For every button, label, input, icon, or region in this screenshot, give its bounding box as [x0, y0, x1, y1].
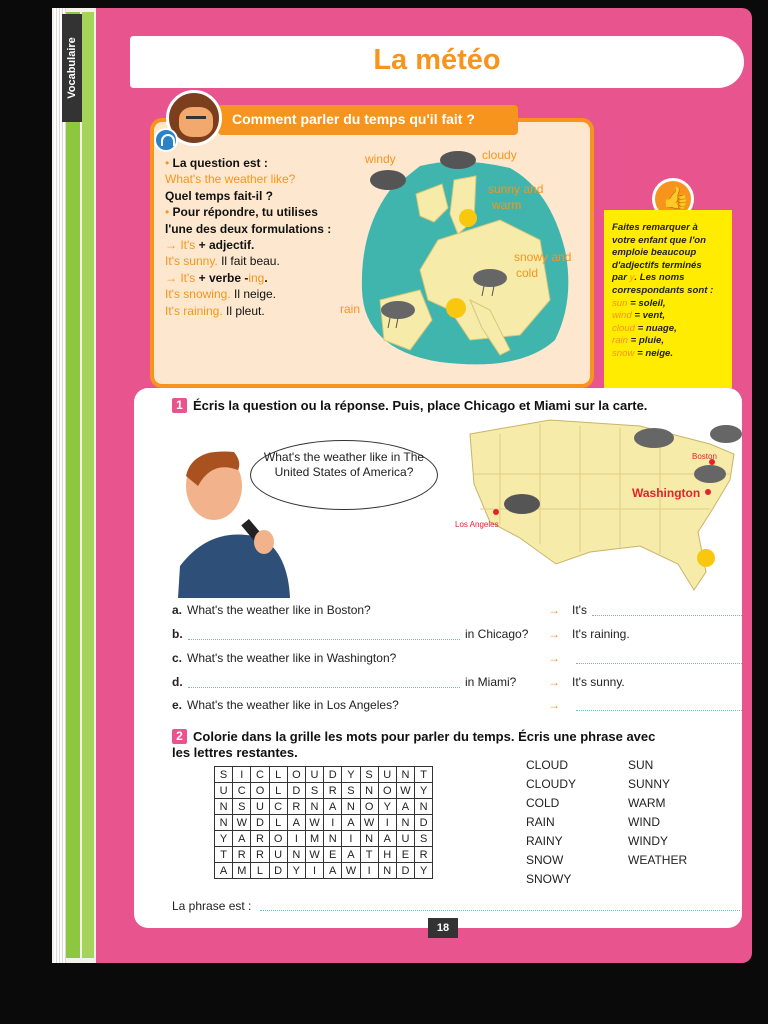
lesson-line-text: + adjectif. — [195, 238, 255, 253]
grid-cell[interactable]: A — [342, 815, 360, 831]
label-cloudy: cloudy — [482, 148, 517, 162]
arrow-icon: → — [548, 603, 560, 617]
grid-cell[interactable]: R — [251, 847, 269, 863]
grid-cell[interactable]: T — [215, 847, 233, 863]
grid-cell[interactable]: Y — [287, 863, 305, 879]
grid-cell[interactable]: N — [215, 815, 233, 831]
grid-cell[interactable]: O — [269, 831, 287, 847]
note-line-text: emploie beaucoup — [612, 247, 697, 259]
note-english-word: y — [629, 272, 635, 284]
grid-cell[interactable]: Y — [342, 767, 360, 783]
grid-cell[interactable]: C — [251, 767, 269, 783]
note-line-text: . Les noms — [634, 272, 685, 284]
question-answer-line[interactable] — [188, 639, 460, 640]
example-phrase: → It's — [165, 238, 196, 253]
lesson-line — [165, 221, 355, 237]
example-phrase: It's snowing. — [165, 287, 231, 302]
example-phrase: It's raining. — [165, 303, 223, 318]
lesson-line — [165, 188, 355, 204]
grid-cell[interactable]: A — [324, 863, 342, 879]
question-city: in Chicago? — [465, 627, 529, 641]
word-list-item: CLOUD — [526, 758, 569, 772]
lesson-line-text: Il neige. — [230, 287, 277, 302]
parent-note-text — [612, 222, 732, 361]
note-line-text: = soleil, — [627, 297, 666, 309]
label-los-angeles: Los Angeles — [455, 520, 499, 529]
grid-cell[interactable]: U — [378, 767, 396, 783]
word-list-item: RAINY — [526, 834, 563, 848]
note-line-text: = vent, — [631, 310, 666, 322]
answer-text: It's — [572, 603, 587, 617]
page-edge-lines — [54, 8, 66, 963]
grid-cell[interactable]: D — [396, 863, 414, 879]
note-line-text: d'adjectifs terminés — [612, 259, 702, 271]
word-list-item: WIND — [628, 815, 660, 829]
arrow-icon: → — [548, 627, 560, 641]
note-line — [612, 285, 732, 298]
label-sunny: sunny and — [488, 182, 544, 196]
answer-line[interactable] — [592, 615, 742, 616]
grid-cell[interactable]: N — [378, 863, 396, 879]
note-line — [612, 222, 732, 235]
note-line-text: Faites remarquer à — [612, 222, 698, 233]
lesson-line — [165, 204, 355, 220]
grid-cell[interactable]: Y — [378, 799, 396, 815]
lesson-text — [165, 155, 355, 319]
exercise-1-instruction: Écris la question ou la réponse. Puis, place Chicago et Miami sur la carte. — [193, 398, 648, 413]
grid-cell[interactable]: I — [324, 815, 342, 831]
label-rain: rain — [340, 302, 361, 316]
question-city: in Miami? — [465, 675, 517, 689]
label-snowy: snowy and — [514, 250, 572, 264]
note-line — [612, 335, 732, 348]
grid-cell[interactable]: R — [251, 831, 269, 847]
note-english-word: snow — [612, 347, 635, 359]
arrow-icon: → — [548, 698, 560, 712]
grid-cell[interactable]: S — [233, 799, 251, 815]
note-english-word: sun — [612, 297, 628, 309]
grid-cell[interactable]: I — [378, 815, 396, 831]
row-letter: e. — [172, 698, 183, 712]
note-line-text: = pluie, — [628, 335, 664, 347]
grid-cell[interactable]: A — [215, 863, 233, 879]
grid-cell[interactable]: M — [305, 831, 323, 847]
label-boston: Boston — [692, 452, 717, 461]
grid-cell[interactable]: M — [233, 863, 251, 879]
grid-cell[interactable]: E — [396, 847, 414, 863]
grid-cell[interactable]: L — [251, 863, 269, 879]
grid-cell[interactable]: S — [215, 767, 233, 783]
lesson-line — [165, 253, 355, 269]
note-line — [612, 247, 732, 260]
note-line — [612, 310, 732, 323]
label-washington: Washington — [632, 486, 701, 500]
grid-cell[interactable]: U — [269, 847, 287, 863]
grid-cell[interactable]: L — [269, 815, 287, 831]
label-windy: windy — [365, 152, 396, 166]
grid-cell[interactable]: S — [415, 831, 433, 847]
lesson-line — [165, 237, 355, 253]
question-text: What's the weather like in Los Angeles? — [187, 698, 399, 712]
grid-cell[interactable]: R — [233, 847, 251, 863]
note-english-word: rain — [612, 335, 628, 347]
page-number: 18 — [428, 918, 458, 938]
note-english-word: wind — [612, 310, 632, 322]
grid-cell[interactable]: N — [396, 815, 414, 831]
note-line — [612, 260, 732, 273]
bullet: • — [165, 205, 170, 220]
grid-cell[interactable]: N — [342, 799, 360, 815]
bullet: • — [165, 156, 170, 170]
note-english-word: cloud — [612, 322, 635, 334]
example-phrase: → It's — [165, 270, 196, 285]
grid-cell[interactable]: L — [269, 783, 287, 799]
exercise-1-number: 1 — [172, 398, 187, 413]
grid-cell[interactable]: N — [324, 831, 342, 847]
exercise-2-instruction-1: Colorie dans la grille les mots pour parler du temps. Écris une phrase avec — [193, 729, 656, 744]
grid-cell[interactable]: I — [287, 831, 305, 847]
grid-cell[interactable]: W — [233, 815, 251, 831]
phrase-answer-line[interactable] — [260, 910, 740, 911]
word-list-item: WINDY — [628, 834, 668, 848]
phrase-label: La phrase est : — [172, 899, 252, 913]
word-list-item: SUN — [628, 758, 654, 772]
green-page-edge-2 — [82, 12, 94, 958]
exercise-2-number: 2 — [172, 729, 187, 744]
label-warm: warm — [492, 198, 522, 212]
grid-cell[interactable]: I — [305, 863, 323, 879]
lesson-line-text: l'une des deux formulations : — [165, 221, 332, 236]
grid-cell[interactable]: T — [360, 847, 378, 863]
word-search-grid[interactable] — [214, 766, 433, 879]
grid-cell[interactable]: N — [415, 799, 433, 815]
grid-row — [215, 799, 433, 815]
grid-cell[interactable]: E — [324, 847, 342, 863]
vocabulaire-tab: Vocabulaire — [62, 14, 82, 122]
grid-cell[interactable]: N — [287, 847, 305, 863]
punct: . — [264, 270, 268, 285]
grid-cell[interactable]: U — [251, 799, 269, 815]
row-letter: c. — [172, 651, 183, 665]
grid-cell[interactable]: A — [324, 799, 342, 815]
grid-cell[interactable]: U — [396, 831, 414, 847]
grid-cell[interactable]: T — [415, 767, 433, 783]
lesson-line-text: Pour répondre, tu utilises — [169, 205, 318, 220]
grid-cell[interactable]: H — [378, 847, 396, 863]
grid-cell[interactable]: N — [305, 799, 323, 815]
note-line — [612, 272, 732, 285]
grid-row — [215, 847, 433, 863]
grid-cell[interactable]: S — [360, 767, 378, 783]
headphone-icon[interactable] — [154, 128, 178, 152]
grid-cell[interactable]: C — [269, 799, 287, 815]
grid-cell[interactable]: R — [415, 847, 433, 863]
speech-bubble-text: What's the weather like in The United States of America? — [263, 450, 425, 479]
answer-text: It's sunny. — [572, 675, 625, 689]
title-band — [130, 36, 744, 88]
answer-line[interactable] — [576, 663, 742, 664]
grid-cell[interactable]: Y — [415, 863, 433, 879]
question-text: What's the weather like in Washington? — [187, 651, 397, 665]
grid-cell[interactable]: C — [233, 783, 251, 799]
grid-cell[interactable]: A — [233, 831, 251, 847]
lesson-line — [165, 155, 355, 171]
lesson-line — [165, 270, 355, 286]
grid-cell[interactable]: U — [305, 767, 323, 783]
grid-cell[interactable]: I — [233, 767, 251, 783]
grid-cell[interactable]: S — [305, 783, 323, 799]
note-line — [612, 323, 732, 336]
lesson-line-text: La question est : — [169, 156, 268, 170]
grid-cell[interactable]: A — [378, 831, 396, 847]
label-cold: cold — [516, 266, 539, 280]
grid-cell[interactable]: A — [396, 799, 414, 815]
question-answer-line[interactable] — [188, 687, 460, 688]
usa-weather-map — [460, 414, 742, 596]
grid-cell[interactable]: W — [360, 815, 378, 831]
note-pre: par — [612, 272, 630, 284]
suffix: ing — [248, 270, 265, 285]
question-text: What's the weather like in Boston? — [187, 603, 371, 617]
grid-cell[interactable]: L — [269, 767, 287, 783]
grid-cell[interactable]: U — [215, 783, 233, 799]
grid-cell[interactable]: O — [378, 783, 396, 799]
grid-cell[interactable]: D — [269, 863, 287, 879]
grid-row — [215, 815, 433, 831]
grid-cell[interactable]: W — [342, 863, 360, 879]
word-list-item: WEATHER — [628, 853, 688, 867]
word-list-item: RAIN — [526, 815, 555, 829]
arrow-icon: → — [548, 675, 560, 689]
lesson-line — [165, 171, 355, 187]
note-line — [612, 348, 732, 361]
lesson-header: Comment parler du temps qu'il fait ? — [218, 105, 518, 135]
note-line-text: votre enfant que l'on — [612, 234, 706, 246]
word-list-item: SNOW — [526, 853, 564, 867]
row-letter: a. — [172, 603, 183, 617]
grid-cell[interactable]: N — [360, 831, 378, 847]
grid-row — [215, 767, 433, 783]
word-list-item: CLOUDY — [526, 777, 577, 791]
lesson-line-text: Il fait beau. — [217, 254, 280, 269]
grid-cell[interactable]: Y — [215, 831, 233, 847]
grid-row — [215, 863, 433, 879]
word-list-item: SUNNY — [628, 777, 671, 791]
grid-cell[interactable]: R — [324, 783, 342, 799]
grid-cell[interactable]: S — [342, 783, 360, 799]
row-letter: d. — [172, 675, 183, 689]
page-title: La météo — [373, 44, 501, 76]
word-list-item: COLD — [526, 796, 560, 810]
lesson-line-text: Quel temps fait-il ? — [165, 188, 274, 203]
lesson-line-text: Il pleut. — [222, 303, 265, 318]
example-phrase: It's sunny. — [165, 254, 218, 269]
row-letter: b. — [172, 627, 183, 641]
lesson-line-text: What's the weather like? — [165, 172, 296, 187]
grid-cell[interactable]: N — [396, 767, 414, 783]
word-list-2 — [628, 756, 687, 870]
exercise-2-instruction-2: les lettres restantes. — [172, 745, 298, 760]
answer-line[interactable] — [576, 710, 742, 711]
grid-cell[interactable]: I — [360, 863, 378, 879]
grid-cell[interactable]: O — [287, 767, 305, 783]
note-line — [612, 298, 732, 311]
word-list-1 — [526, 756, 576, 889]
grid-cell[interactable]: W — [305, 847, 323, 863]
grid-row — [215, 783, 433, 799]
grid-cell[interactable]: D — [324, 767, 342, 783]
grid-cell[interactable]: D — [287, 783, 305, 799]
grid-cell[interactable]: D — [415, 815, 433, 831]
lesson-line-text: + verbe - — [195, 270, 249, 285]
word-list-item: SNOWY — [526, 872, 572, 886]
grid-cell[interactable]: I — [342, 831, 360, 847]
grid-cell[interactable]: R — [287, 799, 305, 815]
lesson-line — [165, 303, 355, 319]
grid-cell[interactable]: W — [396, 783, 414, 799]
grid-cell[interactable]: D — [251, 815, 269, 831]
grid-cell[interactable]: O — [251, 783, 269, 799]
arrow-icon: → — [548, 651, 560, 665]
lesson-line — [165, 286, 355, 302]
grid-cell[interactable]: W — [305, 815, 323, 831]
note-line-text: = nuage, — [634, 322, 677, 334]
word-list-item: WARM — [628, 796, 666, 810]
note-line — [612, 235, 732, 248]
grid-cell[interactable]: A — [342, 847, 360, 863]
grid-cell[interactable]: O — [360, 799, 378, 815]
green-page-edge — [66, 12, 80, 958]
note-line-text: = neige. — [634, 347, 674, 359]
grid-cell[interactable]: A — [287, 815, 305, 831]
answer-text: It's raining. — [572, 627, 630, 641]
grid-cell[interactable]: N — [360, 783, 378, 799]
grid-cell[interactable]: Y — [415, 783, 433, 799]
grid-cell[interactable]: N — [215, 799, 233, 815]
note-line-text: correspondants sont : — [612, 284, 714, 296]
grid-row — [215, 831, 433, 847]
